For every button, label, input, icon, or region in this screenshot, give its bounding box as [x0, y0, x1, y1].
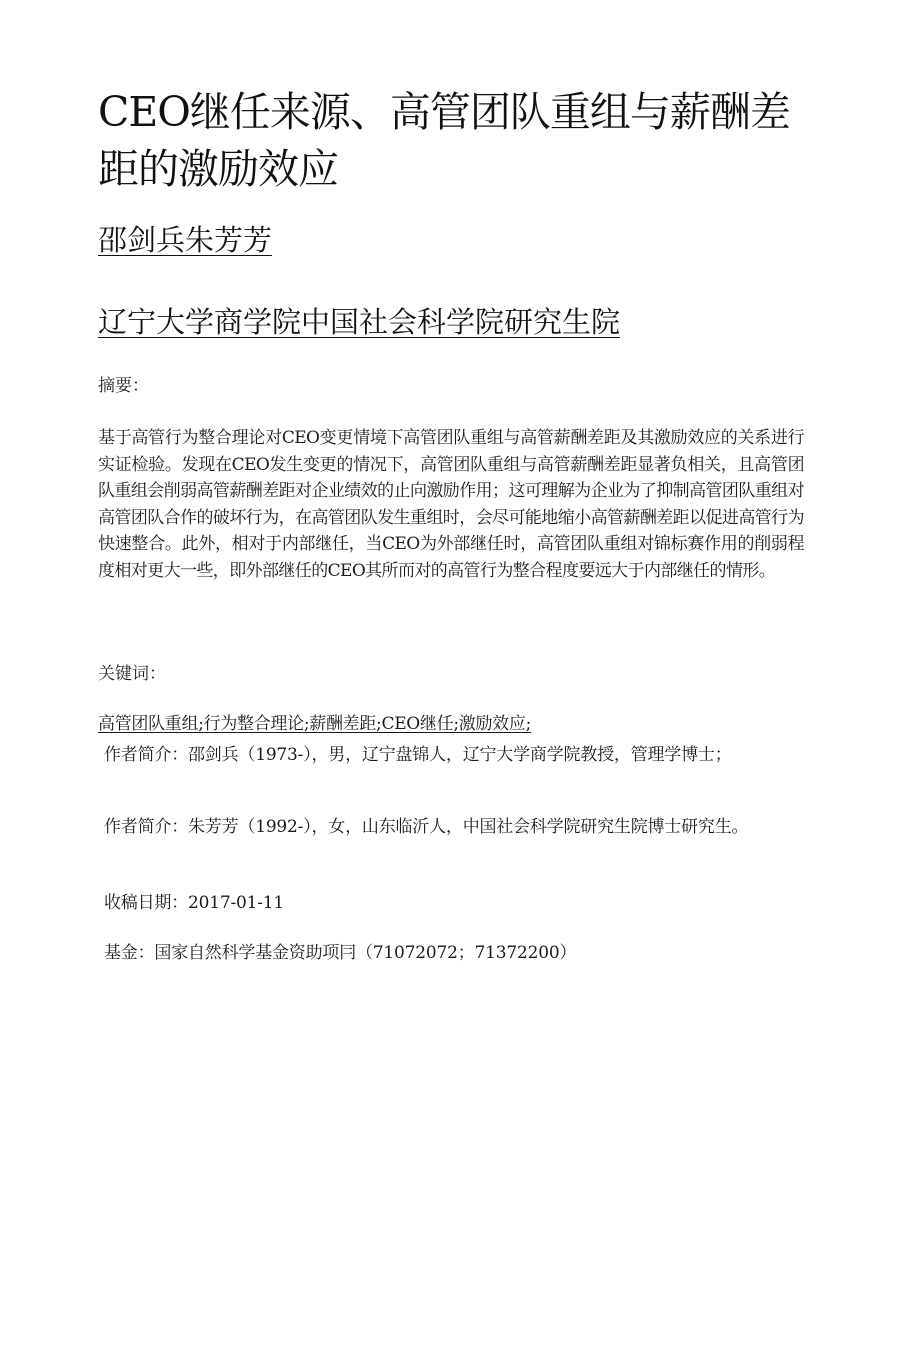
paper-title: CEO继任来源、高管团队重组与薪酬差距的激励效应 — [98, 88, 790, 193]
affiliation-link[interactable]: 辽宁大学商学院中国社会科学院研究生院 — [98, 305, 621, 339]
author-note-zhu: 作者简介：朱芳芳（1992-），女，山东临沂人，中国社会科学院研究生院博士研究生。 — [104, 817, 749, 837]
fund-info: 基金：国家自然科学基金资助项冃（71072072；71372200） — [104, 943, 577, 963]
abstract-label: 摘要： — [98, 376, 149, 396]
keywords-label: 关键词： — [98, 664, 166, 684]
received-date: 收稿日期：2017-01-11 — [104, 893, 285, 913]
abstract-text: 基于高管行为整合理论对CEO变更情境下高管团队重组与高管薪酬差距及其激励效应的关系进行实证检验。发现在CEO发生变更的情况下，高管团队重组与高管薪酬差距显著负相关，且高管团队重组会削弱高管薪酬差距对企业绩效的止向激励作用；这可理解为企业为了抑制高管团队重组对高管团队合作的破坏行为，在高管团队发生重组时，会尽可能地缩小高管薪酬差距以促进高管行为快速整合。此外，相对于内部继任，当CEO为外部继任时，高管团队重组对锦标赛作用的削弱程度相对更大一些，即外部继任的CEO其所而对的高管行为整合程度要远大于内部继任的情形。 — [98, 428, 804, 581]
author-note-shao: 作者简介：邵剑兵（1973-），男，辽宁盘锦人，辽宁大学商学院教授，管理学博士； — [104, 745, 732, 765]
keywords-link[interactable]: 高管团队重组;行为整合理论;薪酬差距;CEO继任;激励效应; — [98, 714, 531, 734]
author-link[interactable]: 邵剑兵朱芳芳 — [98, 223, 273, 257]
